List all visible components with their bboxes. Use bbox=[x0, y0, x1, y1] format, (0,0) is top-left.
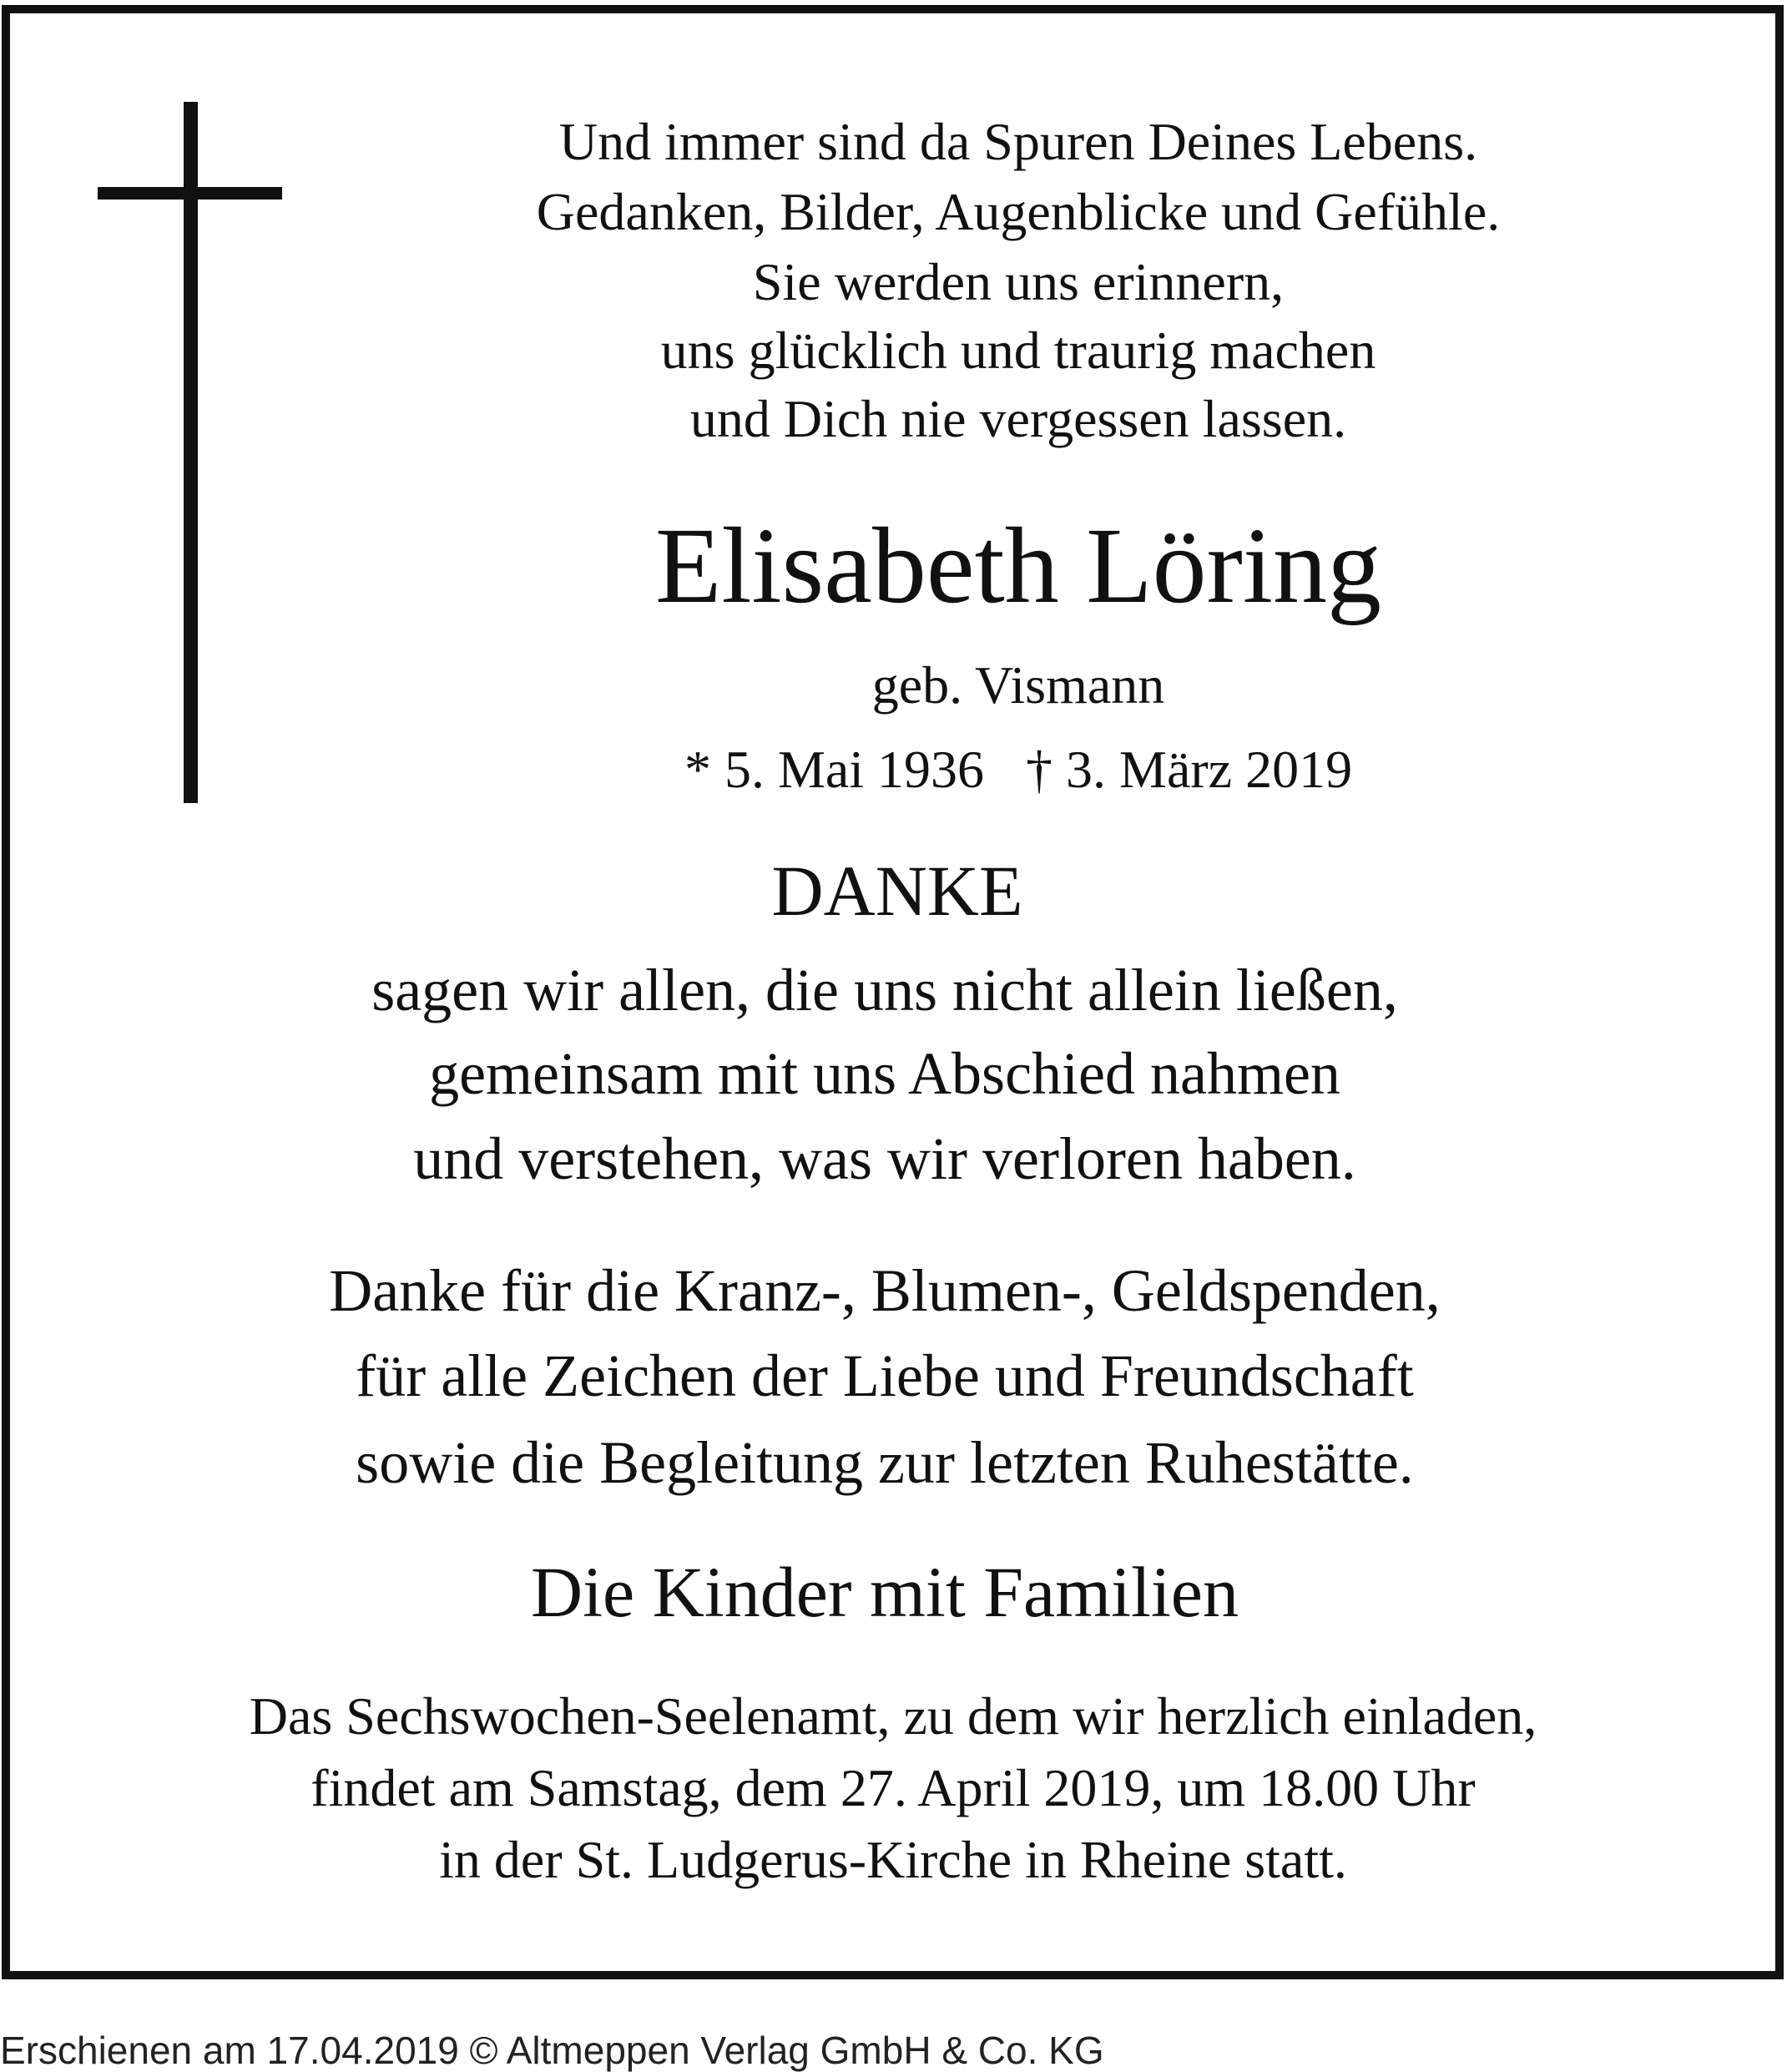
cross-vertical-bar bbox=[184, 102, 198, 803]
life-dates bbox=[467, 740, 1569, 799]
deceased-name: Elisabeth Löring bbox=[654, 506, 1382, 626]
poem-line: Sie werden uns erinnern, bbox=[752, 252, 1285, 311]
signature: Die Kinder mit Familien bbox=[531, 1552, 1239, 1632]
death-date: † 3. März 2019 bbox=[1026, 740, 1353, 799]
thanks-line: sagen wir allen, die uns nicht allein ließen, bbox=[371, 957, 1398, 1023]
mass-info-line: findet am Samstag, dem 27. April 2019, um 18.00 Uhr bbox=[310, 1758, 1476, 1817]
birth-name: geb. Vismann bbox=[871, 655, 1165, 715]
poem-line: uns glücklich und traurig machen bbox=[660, 321, 1376, 380]
publication-footer: Erschienen am 17.04.2019 © Altmeppen Verlag GmbH & Co. KG bbox=[0, 2029, 1104, 2072]
mass-info-line: Das Sechswochen-Seelenamt, zu dem wir herzlich einladen, bbox=[249, 1686, 1537, 1746]
birth-date: * 5. Mai 1936 bbox=[684, 740, 985, 799]
thanks-line: gemeinsam mit uns Abschied nahmen bbox=[429, 1040, 1340, 1107]
thanks-line: sowie die Begleitung zur letzten Ruhestätte. bbox=[356, 1429, 1414, 1496]
thanks-line: Danke für die Kranz-, Blumen-, Geldspenden, bbox=[329, 1257, 1441, 1324]
danke-heading: DANKE bbox=[771, 851, 1023, 931]
thanks-line: für alle Zeichen der Liebe und Freundschaft bbox=[356, 1342, 1414, 1409]
mass-info-line: in der St. Ludgerus-Kirche in Rheine statt. bbox=[439, 1830, 1347, 1889]
poem-line: Und immer sind da Spuren Deines Lebens. bbox=[558, 112, 1478, 171]
poem-line: Gedanken, Bilder, Augenblicke und Gefühle. bbox=[536, 182, 1501, 241]
thanks-line: und verstehen, was wir verloren haben. bbox=[413, 1125, 1356, 1192]
cross-horizontal-bar bbox=[98, 187, 282, 200]
poem-line: und Dich nie vergessen lassen. bbox=[689, 389, 1347, 448]
